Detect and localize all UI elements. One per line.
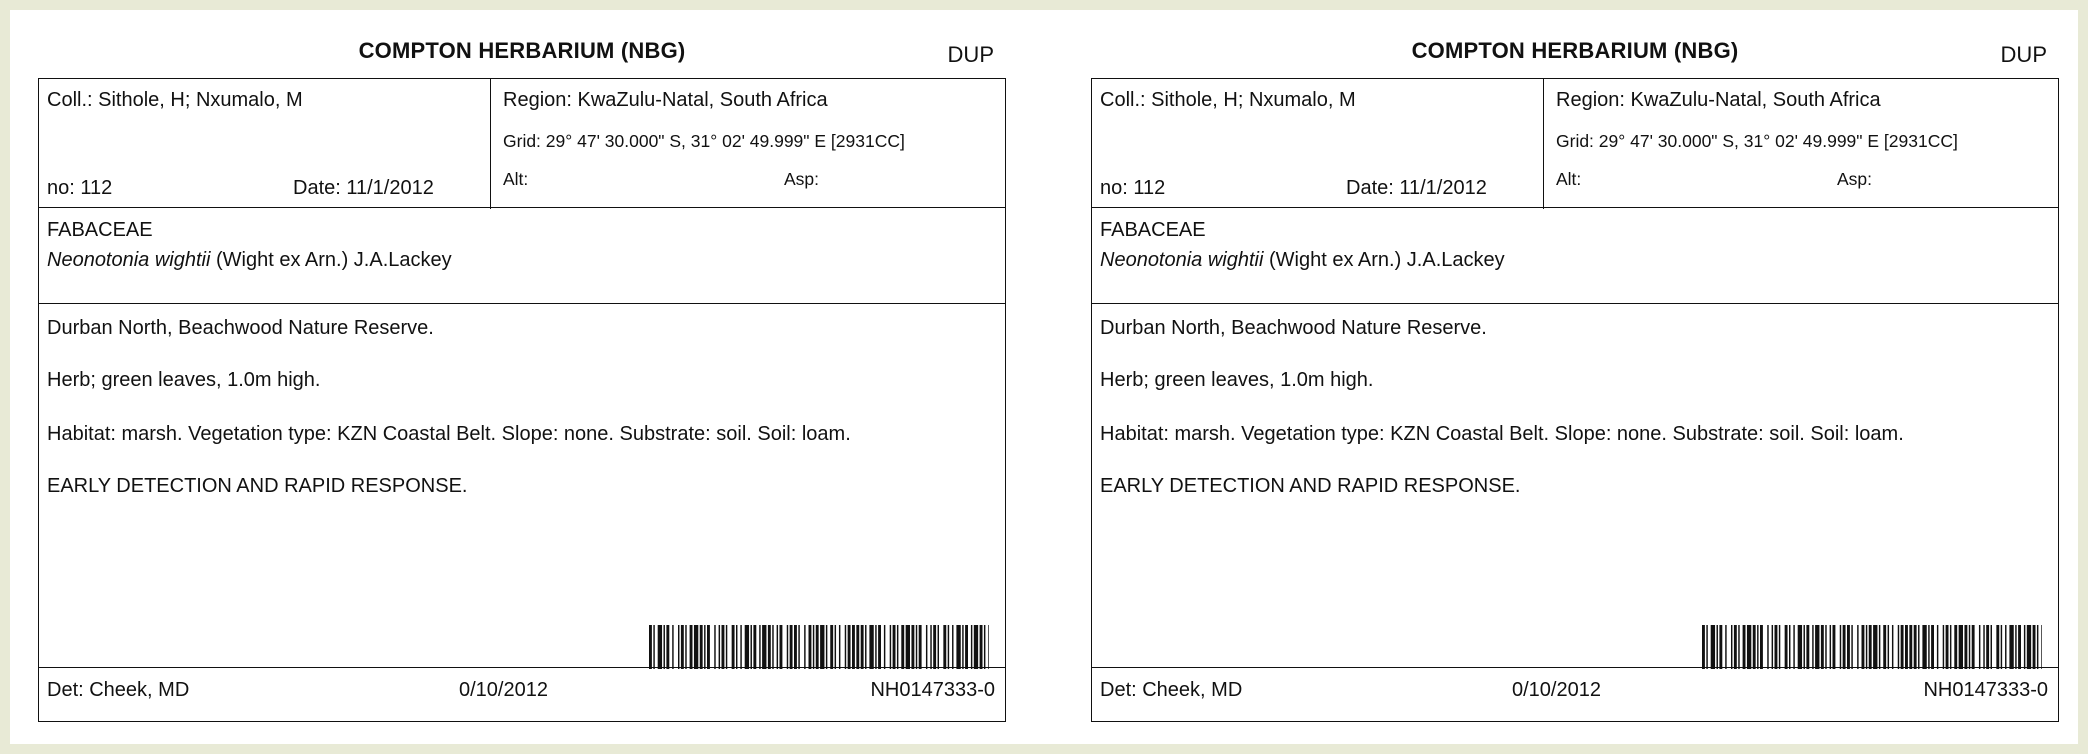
barcode-bar	[2041, 625, 2042, 669]
species-author: (Wight ex Arn.) J.A.Lackey	[1263, 249, 1505, 271]
barcode-bar	[1779, 625, 1780, 669]
section-divider-2	[39, 303, 1005, 304]
barcode-bar	[980, 625, 983, 669]
label-box	[38, 78, 1006, 722]
barcode-bar	[790, 625, 793, 669]
barcode-bar	[1719, 625, 1722, 669]
determiner: Det: Cheek, MD	[47, 679, 190, 701]
barcode-bar	[1901, 625, 1904, 669]
species-name: Neonotonia wightii	[47, 249, 211, 271]
barcode-bar	[1943, 625, 1944, 669]
barcode-bar	[1734, 625, 1737, 669]
species	[47, 249, 452, 272]
barcode-bar	[930, 625, 931, 669]
barcode-bar	[875, 625, 876, 669]
barcode-bar	[1731, 625, 1732, 669]
barcode-bar	[649, 625, 652, 669]
barcode-bar	[1738, 625, 1739, 669]
barcode-bar	[704, 625, 705, 669]
barcode	[1702, 625, 2042, 669]
plant-description: Herb; green leaves, 1.0m high.	[47, 369, 321, 391]
duplicate-marker: DUP	[2000, 42, 2047, 67]
barcode-bar	[971, 625, 972, 669]
barcode-bar	[1922, 625, 1926, 669]
barcode-bar	[1964, 625, 1967, 669]
barcode-bar	[1866, 625, 1867, 669]
herbarium-title: COMPTON HERBARIUM (NBG)	[1411, 38, 1739, 63]
barcode	[649, 625, 989, 669]
label-box	[1091, 78, 2059, 722]
barcode-bar	[1785, 625, 1788, 669]
barcode-bar	[2001, 625, 2002, 669]
barcode-bar	[1717, 625, 1718, 669]
project: EARLY DETECTION AND RAPID RESPONSE.	[47, 475, 468, 497]
family: FABACEAE	[47, 219, 153, 241]
barcode-bar	[1937, 625, 1938, 669]
barcode-bar	[956, 625, 960, 669]
project: EARLY DETECTION AND RAPID RESPONSE.	[1100, 475, 1521, 497]
barcode-bar	[906, 625, 910, 669]
barcode-bar	[714, 625, 715, 669]
barcode-bar	[1812, 625, 1813, 669]
aspect: Asp:	[784, 169, 820, 189]
barcode-bar	[745, 625, 749, 669]
section-divider-2	[1092, 303, 2058, 304]
barcode-bar	[1851, 625, 1852, 669]
barcode-bar	[845, 625, 846, 669]
barcode-bar	[1833, 625, 1836, 669]
barcode-bar	[884, 625, 885, 669]
barcode-bar	[1743, 625, 1746, 669]
catalog-number: NH0147333-0	[870, 679, 995, 701]
barcode-bar	[938, 625, 939, 669]
barcode-bar	[794, 625, 797, 669]
barcode-bar	[1840, 625, 1841, 669]
barcode-bar	[1898, 625, 1899, 669]
barcode-bar	[865, 625, 866, 669]
barcode-bar	[926, 625, 927, 669]
barcode-bar	[707, 625, 710, 669]
barcode-bar	[1931, 625, 1934, 669]
barcode-bar	[826, 625, 827, 669]
herbarium-label-left	[38, 10, 1006, 744]
barcode-bar	[1914, 625, 1917, 669]
barcode-bar	[777, 625, 778, 669]
barcode-bar	[1843, 625, 1846, 669]
barcode-bar	[664, 625, 665, 669]
barcode-bar	[839, 625, 840, 669]
collection-date: Date: 11/1/2012	[1346, 177, 1487, 199]
barcode-bar	[658, 625, 662, 669]
barcode-bar	[1888, 625, 1889, 669]
barcode-bar	[772, 625, 773, 669]
barcode-bar	[1983, 625, 1984, 669]
family: FABACEAE	[1100, 219, 1206, 241]
barcode-bar	[1969, 625, 1970, 669]
barcode-bar	[809, 625, 812, 669]
herbarium-label-right	[1091, 10, 2059, 744]
barcode-bar	[768, 625, 771, 669]
determination-date: 0/10/2012	[459, 679, 548, 701]
locality: Durban North, Beachwood Nature Reserve.	[1100, 317, 1487, 339]
barcode-bar	[1804, 625, 1805, 669]
barcode-bar	[2033, 625, 2036, 669]
barcode-bar	[1879, 625, 1880, 669]
barcode-bar	[911, 625, 914, 669]
barcode-bar	[1767, 625, 1768, 669]
barcode-bar	[653, 625, 654, 669]
duplicate-marker: DUP	[947, 42, 994, 67]
determination-date: 0/10/2012	[1512, 679, 1601, 701]
barcode-bar	[1996, 625, 1999, 669]
species-name: Neonotonia wightii	[1100, 249, 1264, 271]
barcode-bar	[1793, 625, 1794, 669]
barcode-bar	[672, 625, 673, 669]
barcode-bar	[1862, 625, 1865, 669]
barcode-bar	[732, 625, 735, 669]
barcode-bar	[1959, 625, 1963, 669]
barcode-bar	[856, 625, 859, 669]
barcode-bar	[984, 625, 985, 669]
barcode-bar	[1798, 625, 1802, 669]
barcode-bar	[933, 625, 936, 669]
barcode-bar	[798, 625, 799, 669]
barcode-bar	[1946, 625, 1949, 669]
barcode-bar	[952, 625, 953, 669]
barcode-bar	[1986, 625, 1989, 669]
region: Region: KwaZulu-Natal, South Africa	[503, 89, 828, 111]
barcode-bar	[719, 625, 720, 669]
barcode-bar	[787, 625, 788, 669]
barcode-bar	[816, 625, 819, 669]
barcode-bar	[1892, 625, 1893, 669]
barcode-bar	[1789, 625, 1790, 669]
barcode-bar	[835, 625, 836, 669]
barcode-bar	[753, 625, 756, 669]
barcode-bar	[897, 625, 898, 669]
barcode-bar	[820, 625, 824, 669]
barcode-bar	[1869, 625, 1872, 669]
barcode-bar	[1760, 625, 1763, 669]
barcode-bar	[700, 625, 703, 669]
barcode-bar	[948, 625, 949, 669]
barcode-bar	[2009, 625, 2013, 669]
barcode-bar	[1706, 625, 1707, 669]
barcode-bar	[890, 625, 891, 669]
collection-number: no: 112	[47, 177, 113, 199]
barcode-bar	[759, 625, 760, 669]
determiner: Det: Cheek, MD	[1100, 679, 1243, 701]
barcode-bar	[751, 625, 752, 669]
barcode-bar	[780, 625, 783, 669]
barcode-bar	[740, 625, 741, 669]
barcode-bar	[1753, 625, 1756, 669]
grid-coordinates: Grid: 29° 47' 30.000" S, 31° 02' 49.999" E [2931CC]	[1556, 131, 1958, 151]
barcode-bar	[1950, 625, 1951, 669]
barcode-bar	[726, 625, 727, 669]
barcode-bar	[694, 625, 698, 669]
barcode-bar	[722, 625, 725, 669]
barcode-bar	[848, 625, 851, 669]
barcode-bar	[893, 625, 896, 669]
barcode-bar	[2015, 625, 2016, 669]
barcode-bar	[869, 625, 873, 669]
altitude: Alt:	[503, 169, 529, 189]
barcode-bar	[690, 625, 693, 669]
barcode-bar	[852, 625, 855, 669]
barcode-bar	[736, 625, 737, 669]
barcode-bar	[2037, 625, 2038, 669]
barcode-bar	[1830, 625, 1831, 669]
barcode-bar	[1815, 625, 1819, 669]
header-divider	[490, 79, 491, 209]
species-author: (Wight ex Arn.) J.A.Lackey	[210, 249, 452, 271]
barcode-bar	[685, 625, 686, 669]
barcode-bar	[1821, 625, 1824, 669]
aspect: Asp:	[1837, 169, 1873, 189]
barcode-bar	[1928, 625, 1929, 669]
barcode-bar	[1954, 625, 1957, 669]
barcode-bar	[1825, 625, 1826, 669]
barcode-bar	[919, 625, 922, 669]
barcode-bar	[2027, 625, 2031, 669]
species	[1100, 249, 1505, 272]
habitat: Habitat: marsh. Vegetation type: KZN Coastal Belt. Slope: none. Substrate: soil. Soil: loam.	[47, 423, 851, 445]
altitude: Alt:	[1556, 169, 1582, 189]
collection-date: Date: 11/1/2012	[293, 177, 434, 199]
barcode-bar	[1747, 625, 1751, 669]
barcode-bar	[1806, 625, 1809, 669]
barcode-bar	[861, 625, 864, 669]
barcode-bar	[962, 625, 963, 669]
barcode-bar	[1991, 625, 1992, 669]
barcode-bar	[1702, 625, 1705, 669]
barcode-bar	[1905, 625, 1908, 669]
barcode-bar	[916, 625, 917, 669]
barcode-bar	[901, 625, 904, 669]
barcode-bar	[943, 625, 946, 669]
barcode-bar	[1711, 625, 1715, 669]
barcode-bar	[1772, 625, 1773, 669]
collector: Coll.: Sithole, H; Nxumalo, M	[1100, 89, 1356, 111]
plant-description: Herb; green leaves, 1.0m high.	[1100, 369, 1374, 391]
catalog-number: NH0147333-0	[1923, 679, 2048, 701]
barcode-bar	[965, 625, 968, 669]
barcode-bar	[830, 625, 833, 669]
habitat: Habitat: marsh. Vegetation type: KZN Coastal Belt. Slope: none. Substrate: soil. Soil: loam.	[1100, 423, 1904, 445]
barcode-bar	[2005, 625, 2006, 669]
barcode-bar	[2018, 625, 2021, 669]
barcode-bar	[666, 625, 669, 669]
barcode-bar	[988, 625, 989, 669]
header-divider	[1543, 79, 1544, 209]
barcode-bar	[681, 625, 684, 669]
barcode-bar	[1979, 625, 1980, 669]
barcode-bar	[813, 625, 814, 669]
barcode-bar	[1972, 625, 1975, 669]
collector: Coll.: Sithole, H; Nxumalo, M	[47, 89, 303, 111]
barcode-bar	[762, 625, 766, 669]
barcode-bar	[1873, 625, 1877, 669]
barcode-bar	[678, 625, 679, 669]
barcode-bar	[1725, 625, 1726, 669]
barcode-bar	[804, 625, 805, 669]
locality: Durban North, Beachwood Nature Reserve.	[47, 317, 434, 339]
barcode-bar	[878, 625, 881, 669]
herbarium-title: COMPTON HERBARIUM (NBG)	[358, 38, 686, 63]
barcode-bar	[1857, 625, 1858, 669]
section-divider-1	[39, 207, 1005, 208]
barcode-bar	[2024, 625, 2025, 669]
barcode-bar	[1883, 625, 1886, 669]
section-divider-1	[1092, 207, 2058, 208]
barcode-bar	[974, 625, 978, 669]
barcode-bar	[1909, 625, 1912, 669]
region: Region: KwaZulu-Natal, South Africa	[1556, 89, 1881, 111]
barcode-bar	[1918, 625, 1919, 669]
barcode-bar	[1847, 625, 1850, 669]
barcode-bar	[1757, 625, 1758, 669]
collection-number: no: 112	[1100, 177, 1166, 199]
barcode-bar	[1775, 625, 1778, 669]
label-sheet	[10, 10, 2078, 744]
grid-coordinates: Grid: 29° 47' 30.000" S, 31° 02' 49.999" E [2931CC]	[503, 131, 905, 151]
